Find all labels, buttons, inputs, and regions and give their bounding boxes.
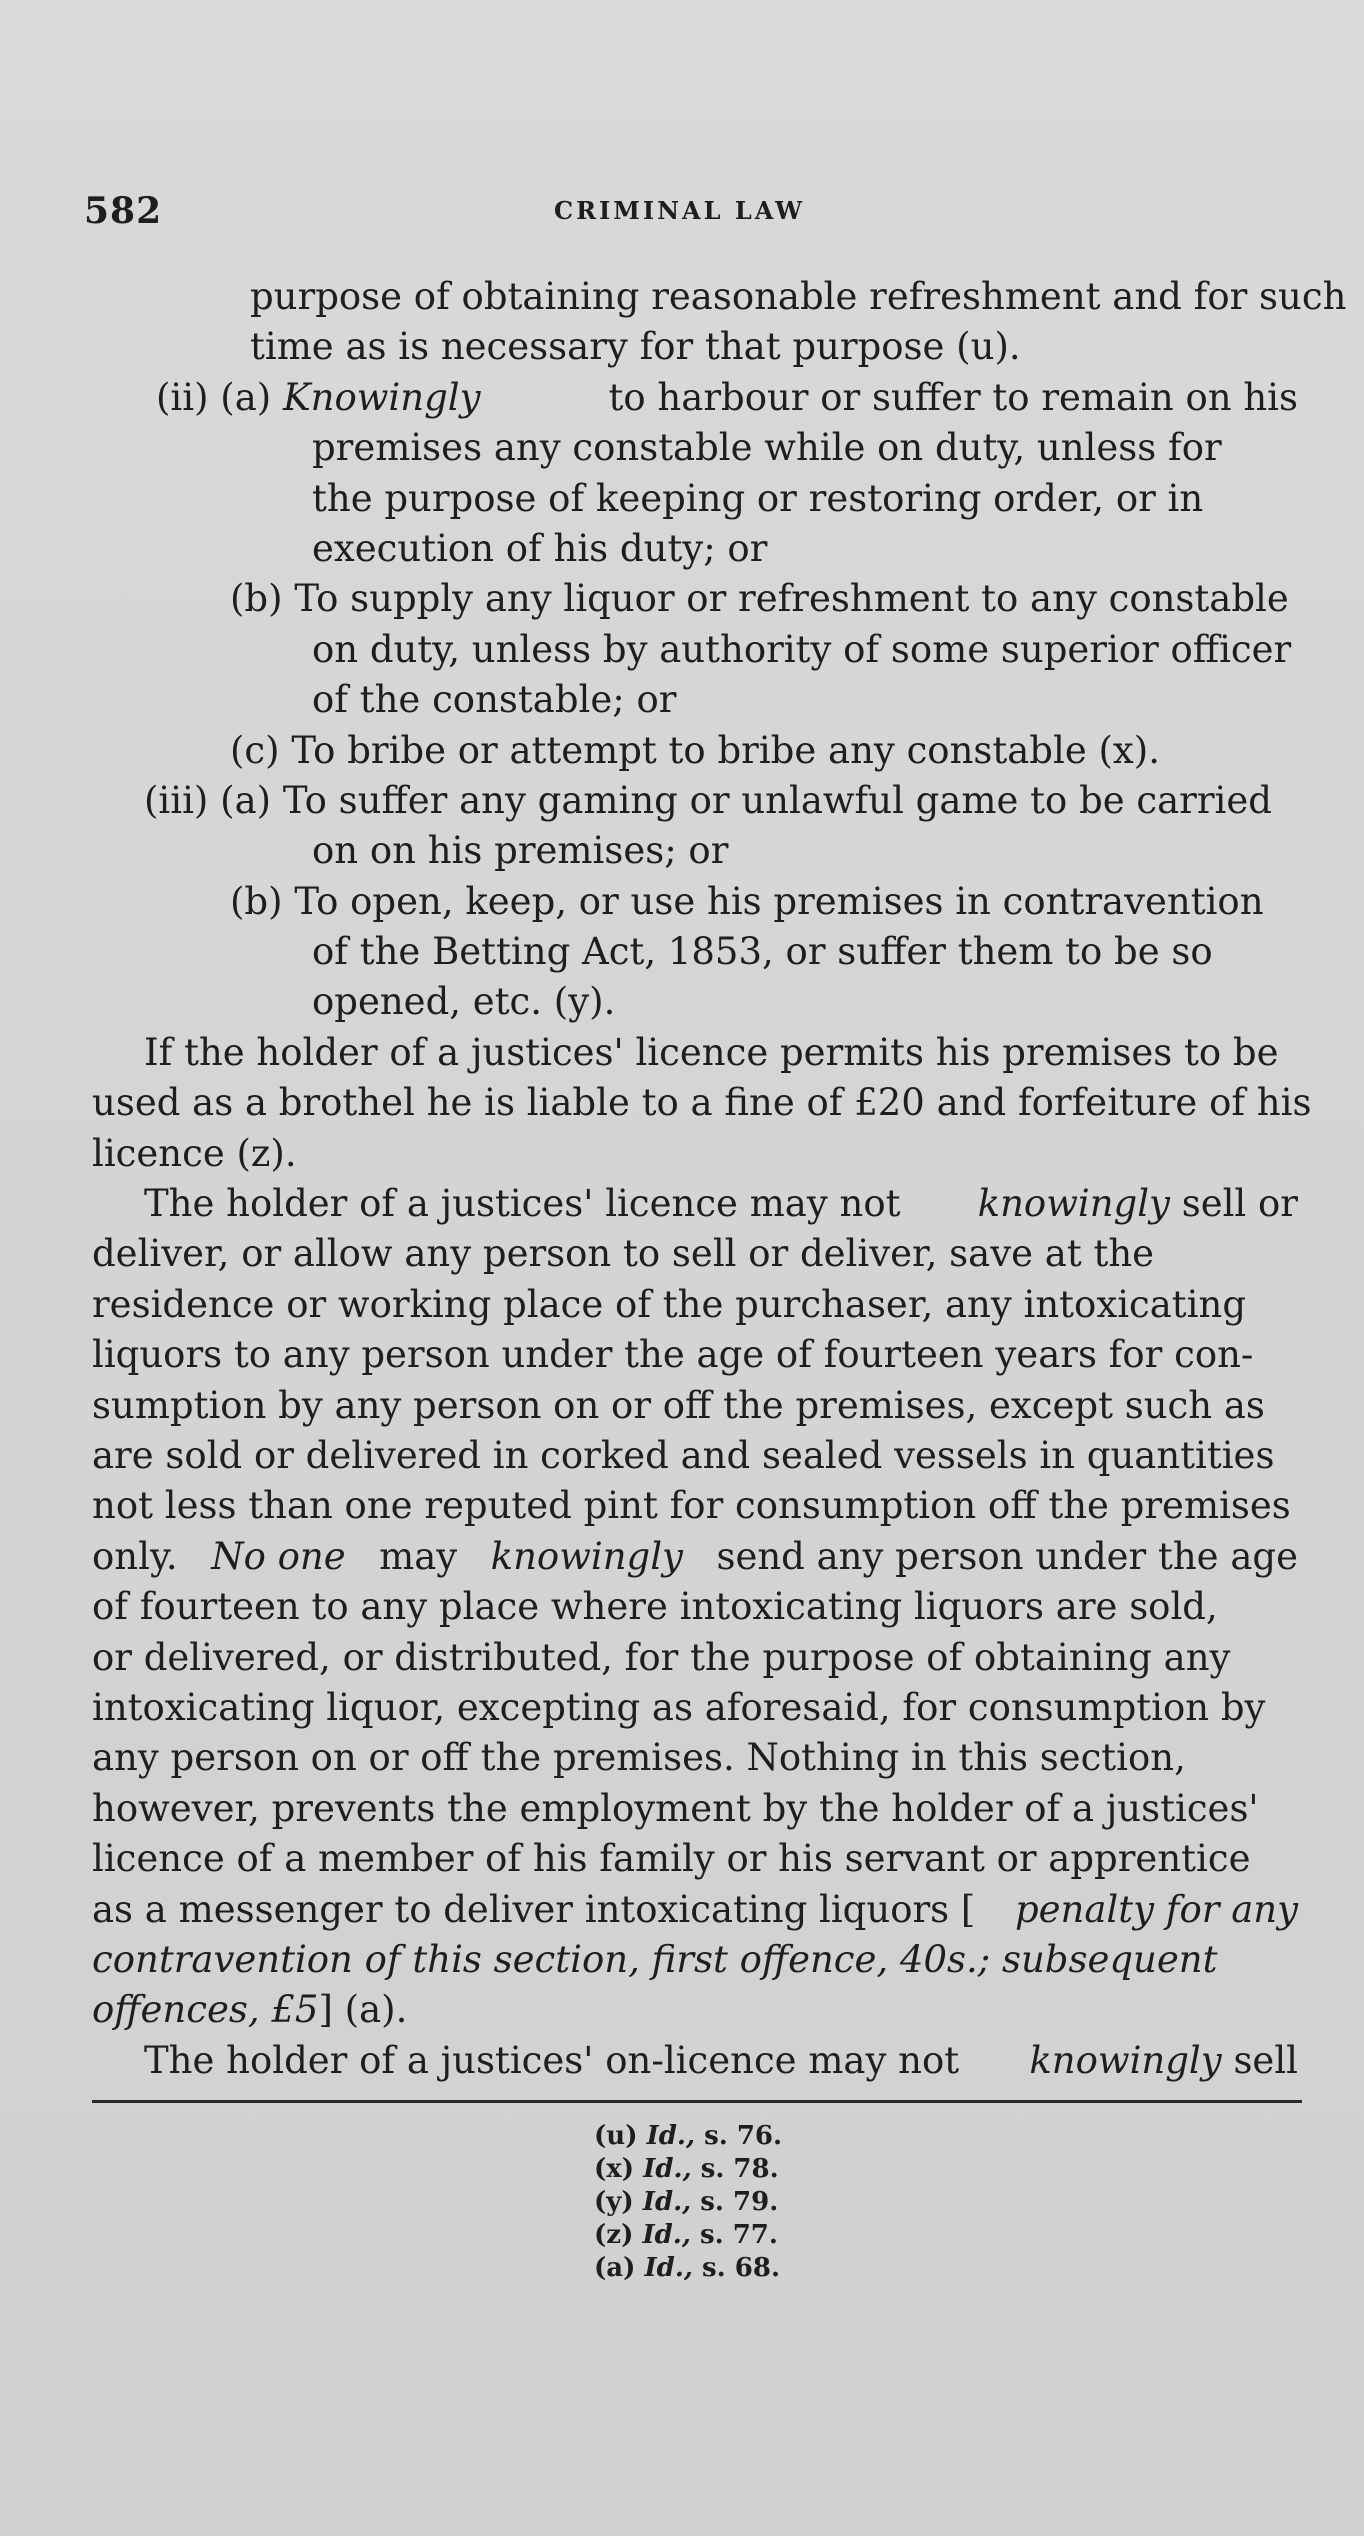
emphasis-text: Knowingly [283,375,481,419]
text-line: If the holder of a justices' licence permits his premises to be [144,1030,1279,1074]
text-line: as a messenger to deliver intoxicating liquors [ penalty for any [92,1885,1298,1935]
text-line: (iii) (a) To suffer any gaming or unlawful game to be carried [144,778,1272,822]
text-line: intoxicating liquor, excepting as aforesaid, for consumption by [92,1685,1266,1729]
footnote-divider [92,2100,1302,2103]
text-line: sumption by any person on or off the premises, except such as [92,1383,1265,1427]
text-line: not less than one reputed pint for consumption off the premises [92,1484,1291,1528]
text-line: residence or working place of the purchaser, any intoxicating [92,1282,1247,1326]
page-header [84,190,1304,240]
text-line: liquors to any person under the age of fourteen years for con- [92,1333,1254,1377]
text-line: of fourteen to any place where intoxicating liquors are sold, [92,1585,1218,1629]
text-line [92,1935,1298,1985]
text-line: of the constable; or [312,678,677,722]
text-line: any person on or off the premises. Nothing in this section, [92,1736,1186,1780]
text-line: only. No one may knowingly send any person under the age [92,1532,1298,1582]
emphasis-text: penalty for any [1014,1887,1298,1931]
text-line: opened, etc. (y). [312,980,616,1024]
text-line: (c) To bribe or attempt to bribe any constable (x). [230,728,1160,772]
footnote: (z) Id., s. 77. [594,2220,778,2250]
footnotes [594,2120,782,2285]
footnote: (u) Id., s. 76. [594,2121,783,2151]
emphasis-text: knowingly [977,1182,1170,1226]
footnote: (x) Id., s. 78. [594,2154,779,2184]
running-head: CRIMINAL LAW [554,196,806,225]
page-number: 582 [84,190,163,232]
text-line: The holder of a justices' licence may not knowingly sell or [144,1182,1298,1226]
text-line: are sold or delivered in corked and sealed vessels in quantities [92,1433,1275,1477]
text-line: The holder of a justices' on-licence may not knowingly sell [144,2038,1298,2082]
emphasis-text: offences, £5 [92,1988,319,2032]
body-text [92,272,1347,2086]
emphasis-text: No one [211,1534,346,1578]
clause-label: (ii) (a) [156,375,272,419]
text-line: licence of a member of his family or his servant or apprentice [92,1837,1251,1881]
text-line: (b) To supply any liquor or refreshment to any constable [230,577,1289,621]
emphasis-text: knowingly [1029,2038,1222,2082]
text-line: on duty, unless by authority of some superior officer [312,627,1292,671]
footnote: (y) Id., s. 79. [594,2187,779,2217]
text-line: however, prevents the employment by the holder of a justices' [92,1786,1259,1830]
text-line: the purpose of keeping or restoring order, or in [312,476,1204,520]
text-line: premises any constable while on duty, unless for [312,426,1222,470]
text-line: offences, £5] (a). [92,1988,408,2032]
text-line: time as is necessary for that purpose (u). [250,325,1021,369]
footnote: (a) Id., s. 68. [594,2253,781,2283]
emphasis-text: contravention of this section, first offence, 40s.; subsequent [92,1937,1218,1981]
text-line: on on his premises; or [312,829,729,873]
text-line: deliver, or allow any person to sell or deliver, save at the [92,1232,1155,1276]
text-line: (ii) (a) Knowingly to harbour or suffer to remain on his [156,375,1298,419]
text-line: purpose of obtaining reasonable refreshment and for such [250,275,1347,318]
text-line: or delivered, or distributed, for the purpose of obtaining any [92,1635,1231,1679]
emphasis-text: knowingly [490,1534,683,1578]
text-line: used as a brothel he is liable to a fine of £20 and forfeiture of his [92,1081,1312,1125]
text-line: licence (z). [92,1131,297,1175]
text-line: execution of his duty; or [312,526,768,570]
text-line: (b) To open, keep, or use his premises in contravention [230,879,1264,923]
text-line: of the Betting Act, 1853, or suffer them to be so [312,930,1213,974]
